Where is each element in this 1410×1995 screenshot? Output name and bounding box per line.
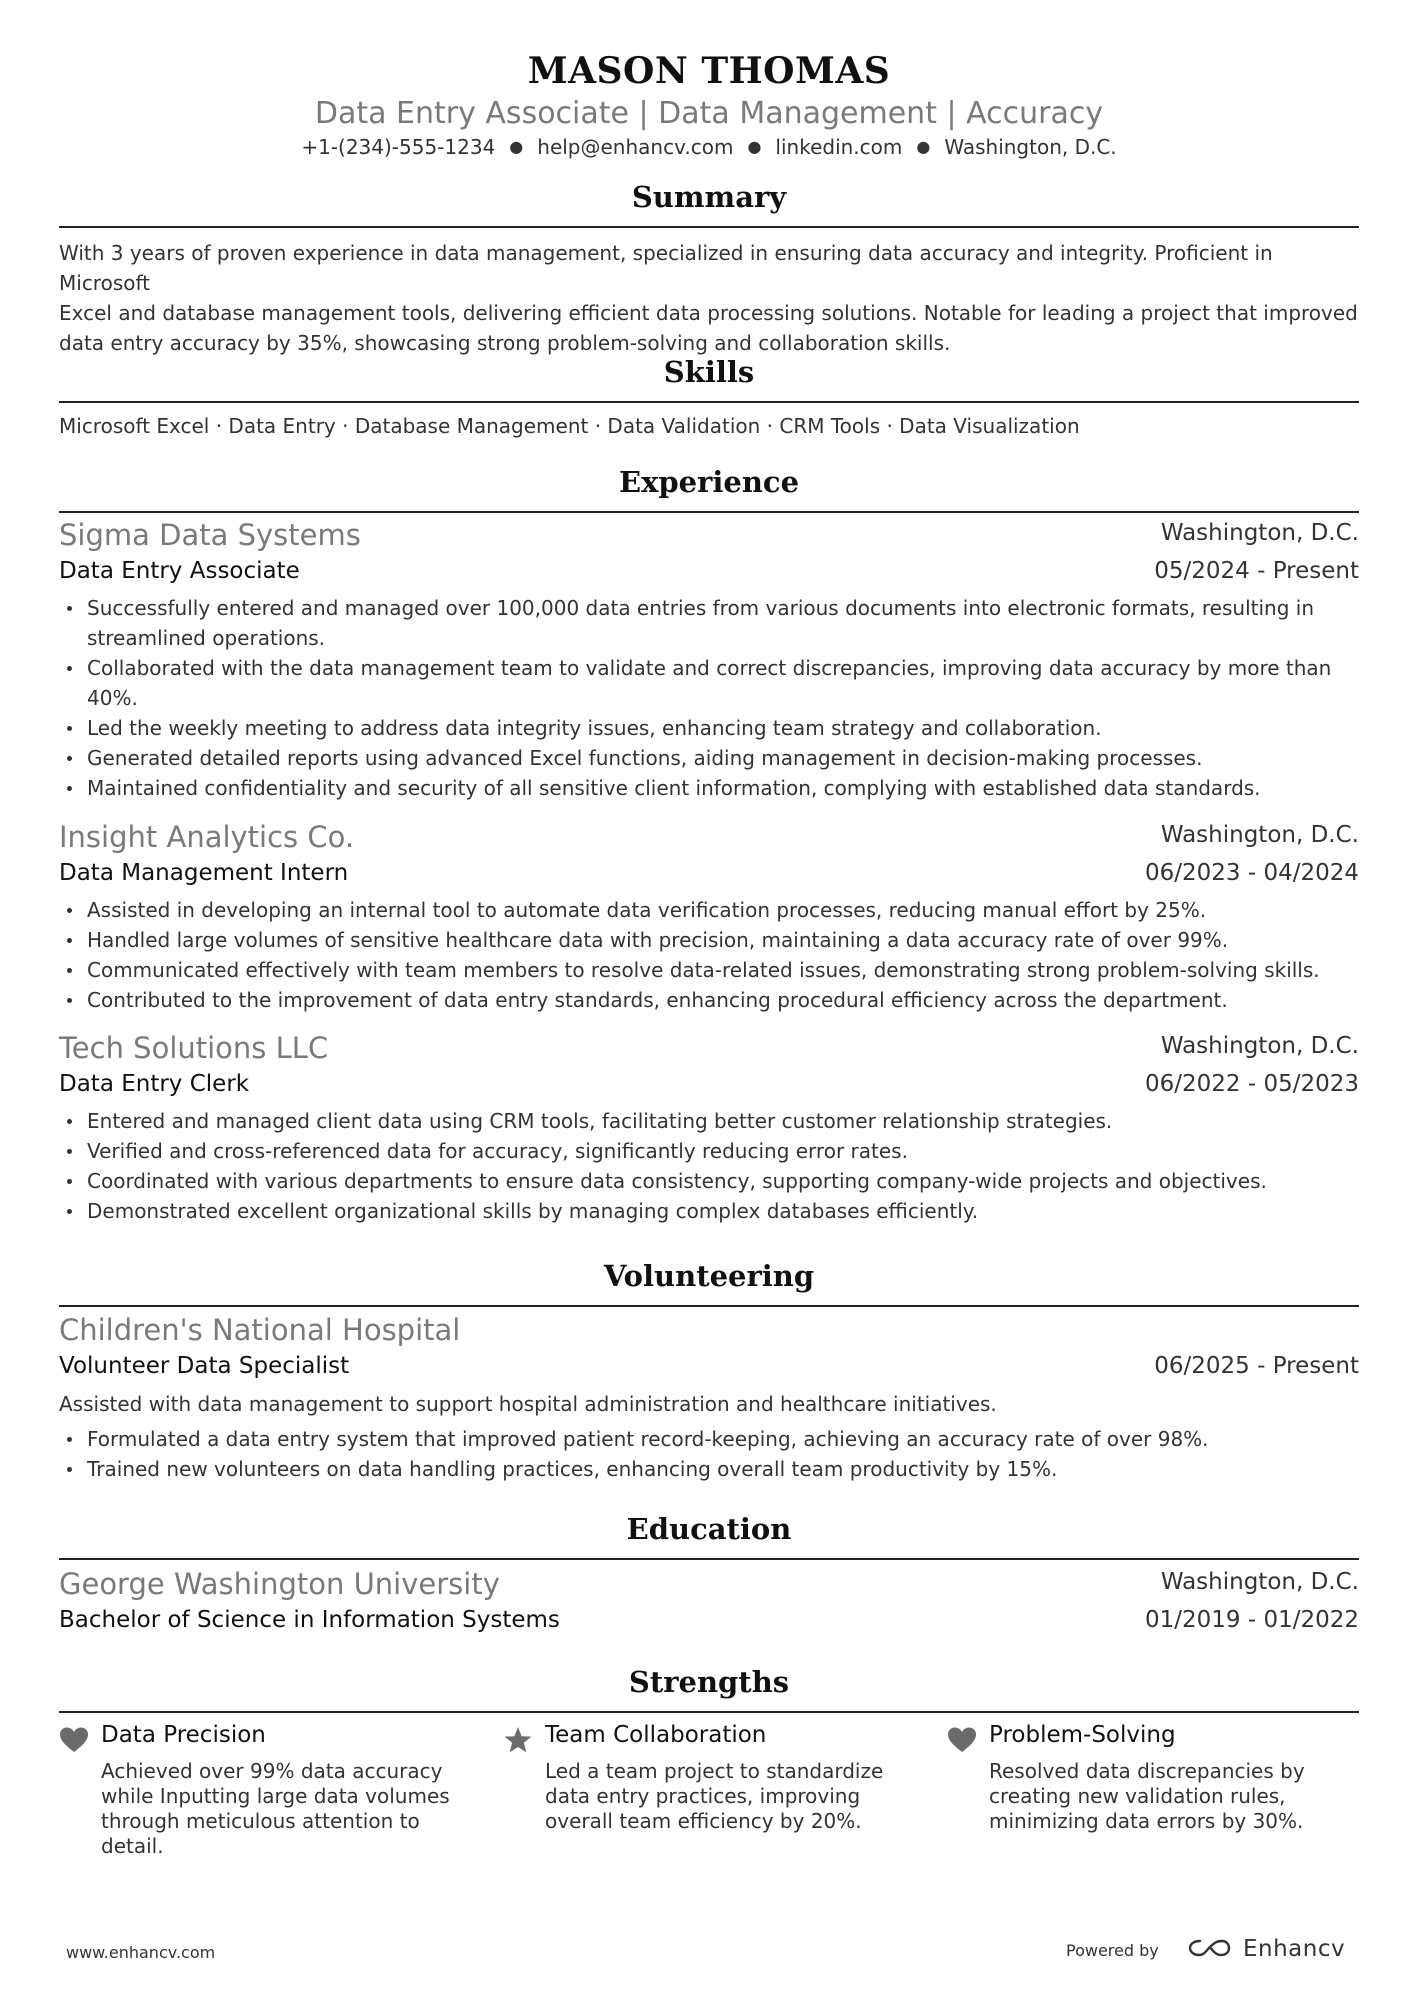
bullet-item: Generated detailed reports using advanced Excel functions, aiding management in decision-making processes. (59, 743, 1359, 773)
job-location: Washington, D.C. (1160, 822, 1359, 848)
contact-email[interactable]: help@enhancv.com (537, 135, 734, 159)
contact-phone: +1-(234)-555-1234 (301, 135, 496, 159)
bullet-item: Assisted in developing an internal tool to automate data verification processes, reducing manual effort by 25%. (59, 895, 1359, 925)
bullet-item: Successfully entered and managed over 100,000 data entries from various documents into electronic formats, resulting in streamlined operations. (59, 593, 1359, 653)
summary-line: With 3 years of proven experience in data management, specialized in ensuring data accuracy and integrity. Proficient in Microsoft (59, 241, 1273, 295)
section-title-skills: Skills (663, 355, 755, 389)
job-dates: 06/2023 - 04/2024 (1144, 860, 1359, 886)
summary-text (59, 238, 1359, 358)
bullet-item: Demonstrated excellent organizational skills by managing complex databases efficiently. (59, 1196, 1359, 1226)
company-name: Insight Analytics Co. (59, 820, 355, 854)
job-bullets (59, 895, 1359, 1015)
section-divider (59, 1711, 1359, 1713)
bullet-separator: ● (747, 137, 762, 156)
footer-powered-by: Powered by (1066, 1941, 1159, 1960)
bullet-item: Communicated effectively with team members to resolve data-related issues, demonstrating strong problem-solving skills. (59, 955, 1359, 985)
contact-line (59, 135, 1359, 159)
footer-brand: Enhancv (1243, 1936, 1346, 1962)
bullet-item: Coordinated with various departments to ensure data consistency, supporting company-wide projects and objectives. (59, 1166, 1359, 1196)
bullet-item: Verified and cross-referenced data for accuracy, significantly reducing error rates. (59, 1136, 1359, 1166)
section-title-education: Education (626, 1512, 792, 1546)
job-role: Data Entry Associate (59, 558, 300, 584)
heart-icon (59, 1726, 89, 1754)
bullet-item: Contributed to the improvement of data entry standards, enhancing procedural efficiency across the department. (59, 985, 1359, 1015)
section-title-summary: Summary (631, 180, 787, 214)
section-divider (59, 1558, 1359, 1560)
strength-title: Team Collaboration (545, 1722, 767, 1748)
job-bullets (59, 593, 1359, 803)
volunteer-bullets (59, 1424, 1359, 1484)
summary-line: Excel and database management tools, delivering efficient data processing solutions. Notable for leading a project that improved (59, 301, 1358, 325)
strength-title: Data Precision (101, 1722, 266, 1748)
bullet-item: Collaborated with the data management team to validate and correct discrepancies, improving data accuracy by more than 40%. (59, 653, 1359, 713)
skills-list: Microsoft Excel · Data Entry · Database Management · Data Validation · CRM Tools · Data Visualization (59, 414, 1080, 438)
summary-line: data entry accuracy by 35%, showcasing strong problem-solving and collaboration skills. (59, 331, 951, 355)
bullet-item: Entered and managed client data using CRM tools, facilitating better customer relationship strategies. (59, 1106, 1359, 1136)
school-location: Washington, D.C. (1160, 1569, 1359, 1595)
bullet-item: Led the weekly meeting to address data integrity issues, enhancing team strategy and collaboration. (59, 713, 1359, 743)
bullet-separator: ● (509, 137, 524, 156)
job-dates: 06/2022 - 05/2023 (1144, 1071, 1359, 1097)
company-name: Sigma Data Systems (59, 518, 361, 552)
strength-description: Achieved over 99% data accuracy while Inputting large data volumes through meticulous attention to detail. (101, 1759, 450, 1858)
job-location: Washington, D.C. (1160, 520, 1359, 546)
strength-description: Led a team project to standardize data entry practices, improving overall team efficiency by 20%. (545, 1759, 884, 1833)
strength-description: Resolved data discrepancies by creating new validation rules, minimizing data errors by 30%. (989, 1759, 1305, 1833)
education-dates: 01/2019 - 01/2022 (1144, 1607, 1359, 1633)
job-role: Data Entry Clerk (59, 1071, 250, 1097)
bullet-item: Formulated a data entry system that improved patient record-keeping, achieving an accuracy rate of over 98%. (59, 1424, 1359, 1454)
school-name: George Washington University (59, 1567, 500, 1601)
degree: Bachelor of Science in Information Systems (59, 1607, 560, 1633)
job-dates: 05/2024 - Present (1154, 558, 1359, 584)
star-icon (503, 1726, 533, 1754)
company-name: Tech Solutions LLC (59, 1031, 329, 1065)
footer-website[interactable]: www.enhancv.com (66, 1943, 216, 1962)
bullet-item: Maintained confidentiality and security of all sensitive client information, complying with established data standards. (59, 773, 1359, 803)
section-divider (59, 226, 1359, 228)
job-bullets (59, 1106, 1359, 1226)
contact-location: Washington, D.C. (944, 135, 1117, 159)
candidate-name: MASON THOMAS (527, 50, 891, 92)
job-role: Data Management Intern (59, 860, 349, 886)
section-divider (59, 401, 1359, 403)
volunteer-organization: Children's National Hospital (59, 1313, 461, 1347)
bullet-item: Trained new volunteers on data handling practices, enhancing overall team productivity by 15%. (59, 1454, 1359, 1484)
volunteer-role: Volunteer Data Specialist (59, 1353, 350, 1379)
contact-linkedin[interactable]: linkedin.com (775, 135, 903, 159)
heart-icon (947, 1726, 977, 1754)
section-divider (59, 511, 1359, 513)
bullet-item: Handled large volumes of sensitive healthcare data with precision, maintaining a data accuracy rate of over 99%. (59, 925, 1359, 955)
volunteer-description: Assisted with data management to support hospital administration and healthcare initiatives. (59, 1392, 997, 1416)
volunteer-dates: 06/2025 - Present (1154, 1353, 1359, 1379)
section-divider (59, 1305, 1359, 1307)
section-title-strengths: Strengths (628, 1665, 790, 1699)
section-title-experience: Experience (618, 465, 800, 499)
section-title-volunteering: Volunteering (603, 1259, 815, 1293)
job-location: Washington, D.C. (1160, 1033, 1359, 1059)
bullet-separator: ● (916, 137, 931, 156)
candidate-headline: Data Entry Associate | Data Management | Accuracy (314, 96, 1104, 131)
strength-title: Problem-Solving (989, 1722, 1176, 1748)
